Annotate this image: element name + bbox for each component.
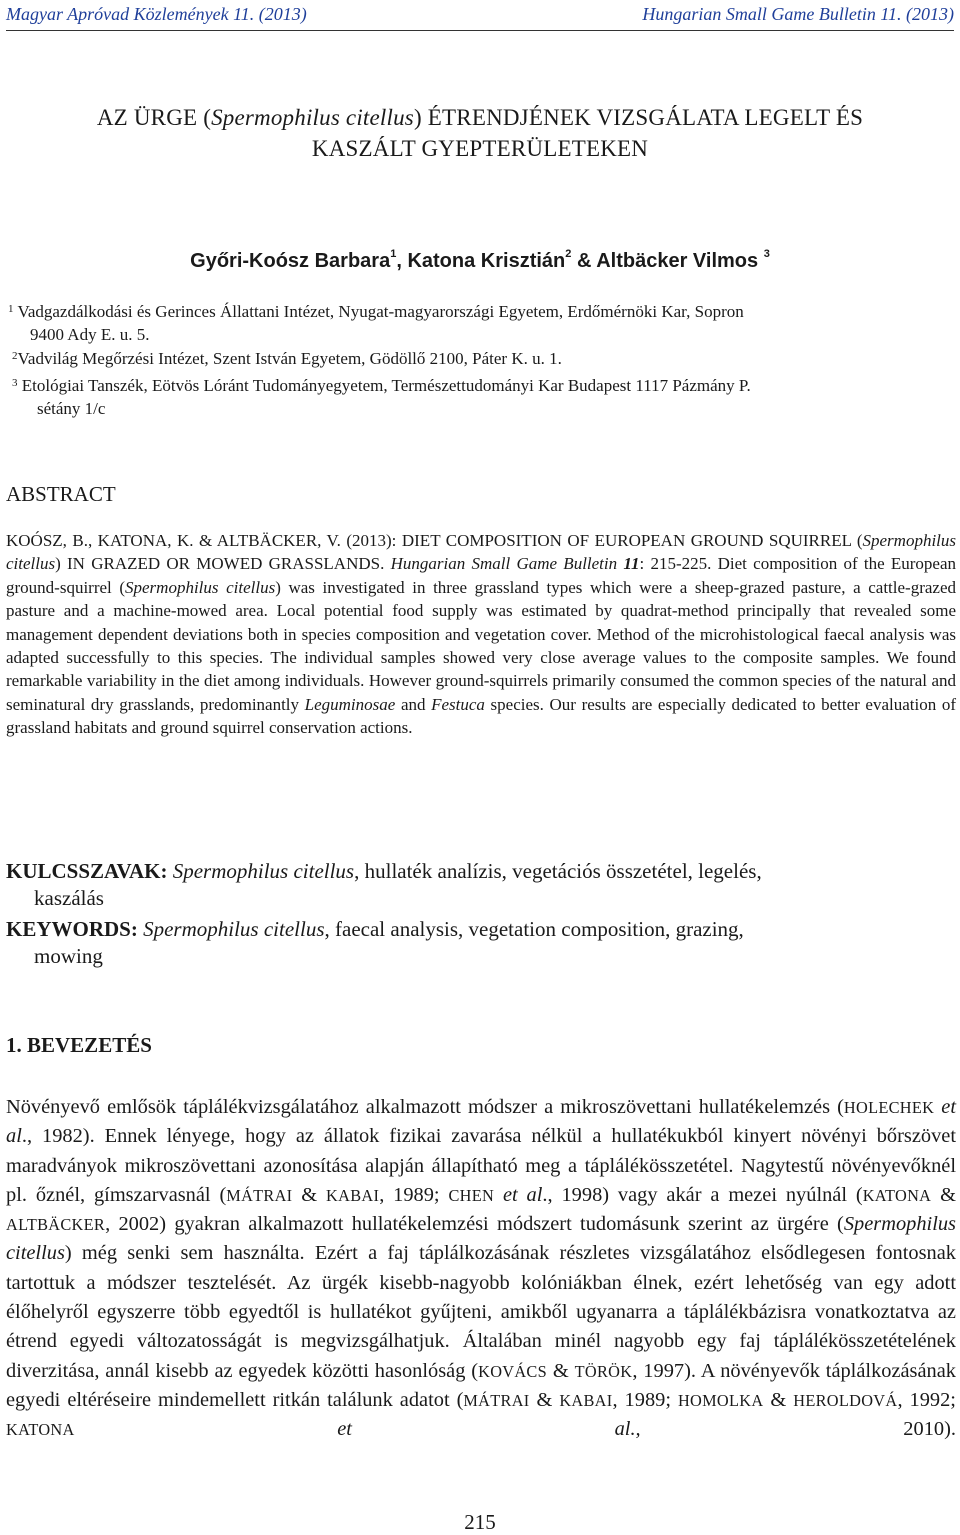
title-line-1: AZ ÜRGE (Spermophilus citellus) ÉTRENDJÉNEK VIZSGÁLATA LEGELT ÉS (96, 105, 864, 130)
title-line-2: KASZÁLT GYEPTERÜLETEKEN (311, 136, 649, 161)
journal-title-en: Hungarian Small Game Bulletin 11. (2013) (642, 4, 954, 24)
keywords-en-label: KEYWORDS: (6, 917, 138, 941)
keywords-en: KEYWORDS: Spermophilus citellus, faecal analysis, vegetation composition, grazing, (6, 917, 744, 941)
page-number: 215 (464, 1510, 496, 1534)
title-species: Spermophilus citellus (211, 105, 414, 130)
header-divider (6, 30, 954, 31)
section-heading: 1. BEVEZETÉS (6, 1033, 152, 1057)
section-body: Növényevő emlősök táplálékvizsgálatához alkalmazott módszer a mikroszövettani hullatékelemzés (HOLECHEK et al., 1982). Ennek lényege, hogy az állatok fizikai zavarása nélkül a hullatékukból kinyert növényi bőrszövet maradványok mikroszövettani azonosítása alapján állapítható meg a táplálékösszetétel. Nagytestű növényevőknél pl. őznél, gímszarvasnál (MÁTRAI & KABAI, 1989; CHEN et al., 1998) vagy akár a mezei nyúlnál (KATONA & ALTBÄCKER, 2002) gyakran alkalmazott hullatékelemzési módszert tudomásunk szerint az ürgére (Spermophilus citellus) még senki sem használta. Ezért a faj táplálkozásának részletes vizsgálatához elsődlegesen fontosnak tartottuk a módszer tesztelését. Az ürgék kisebb-nagyobb kolóniákban élnek, ezért lehetőség van egy adott élőhelyről egyszerre több egyedtől is hullatékot gyűjteni, amikből ugyanarra a táplálékbázisra vonatkoztatva az étrend egyedi változatosságát is megvizsgálhatjuk. Általában minél nagyobb egy faj táplálékösszetételének diverzitása, annál kisebb az egyedek közötti hasonlóság (KOVÁCS & TÖRÖK, 1997). A növényevők táplálkozásának egyedi eltéréseire mindemellett ritkán találunk adatot (MÁTRAI & KABAI, 1989; HOMOLKA & HEROLDOVÁ, 1992; KATONA et al., 2010). (6, 1096, 956, 1441)
keywords-hu-cont: kaszálás (34, 886, 104, 910)
abstract-text: Diet composition of the European ground-squirrel (Spermophilus citellus) was investigated in three grassland types which were a sheep-grazed pasture, a cattle-grazed pasture and a machine-mowed area. Local potential food supply was estimated by quadrat-method principally that revealed some management dependent deviations both in species composition and vegetation cover. Method of the microhistological faecal analysis was adapted successfully to this species. The individual samples showed very close average values to the composite samples. We found remarkable variability in the diet among individuals. However ground-squirrels primarily consumed the common species of the natural and seminatural dry grasslands, predominantly Leguminosae and Festuca species. Our results are especially dedicated to better evaluation of grassland habitats and ground squirrel conservation actions. (6, 554, 957, 738)
abstract-heading: ABSTRACT (6, 482, 116, 506)
running-header (6, 4, 954, 30)
affiliation-2: $^2$Vadvilág Megőrzési Intézet, Szent István Egyetem, Gödöllő 2100, Páter K. u. 1. (12, 349, 562, 368)
author-1: Győri-Koósz Barbara (190, 250, 391, 272)
keywords-en-cont: mowing (34, 944, 103, 968)
keywords-hu: KULCSSZAVAK: Spermophilus citellus, hullaték analízis, vegetációs összetétel, legelés, (6, 859, 762, 883)
affiliation-1: $^1$ Vadgazdálkodási és Gerinces Állattani Intézet, Nyugat-magyarországi Egyetem, Erdőmérnöki Kar, Sopron 9400 Ady E. u. 5. (8, 302, 744, 344)
paper-title (0, 102, 960, 164)
author-list: Győri-Koósz Barbara$^1$, Katona Krisztián$^2$ & Altbäcker Vilmos $^3$ (190, 248, 770, 272)
abstract-body (6, 529, 956, 740)
journal-title-hu: Magyar Apróvad Közlemények 11. (2013) (6, 4, 307, 24)
keywords-hu-label: KULCSSZAVAK: (6, 859, 168, 883)
affiliation-3: $^3$ Etológiai Tanszék, Eötvös Lóránt Tudományegyetem, Természettudományi Kar Budapest 1117 Pázmány P. sétány 1/c (12, 376, 751, 418)
abstract-citation: KOÓSZ, B., KATONA, K. & ALTBÄCKER, V. (2013): DIET COMPOSITION OF EUROPEAN GROUND SQUIRREL (Spermophilus citellus) IN GRAZED OR MOWED GRASSLANDS. Hungarian Small Game Bulletin 11: 215-225. (6, 531, 956, 574)
